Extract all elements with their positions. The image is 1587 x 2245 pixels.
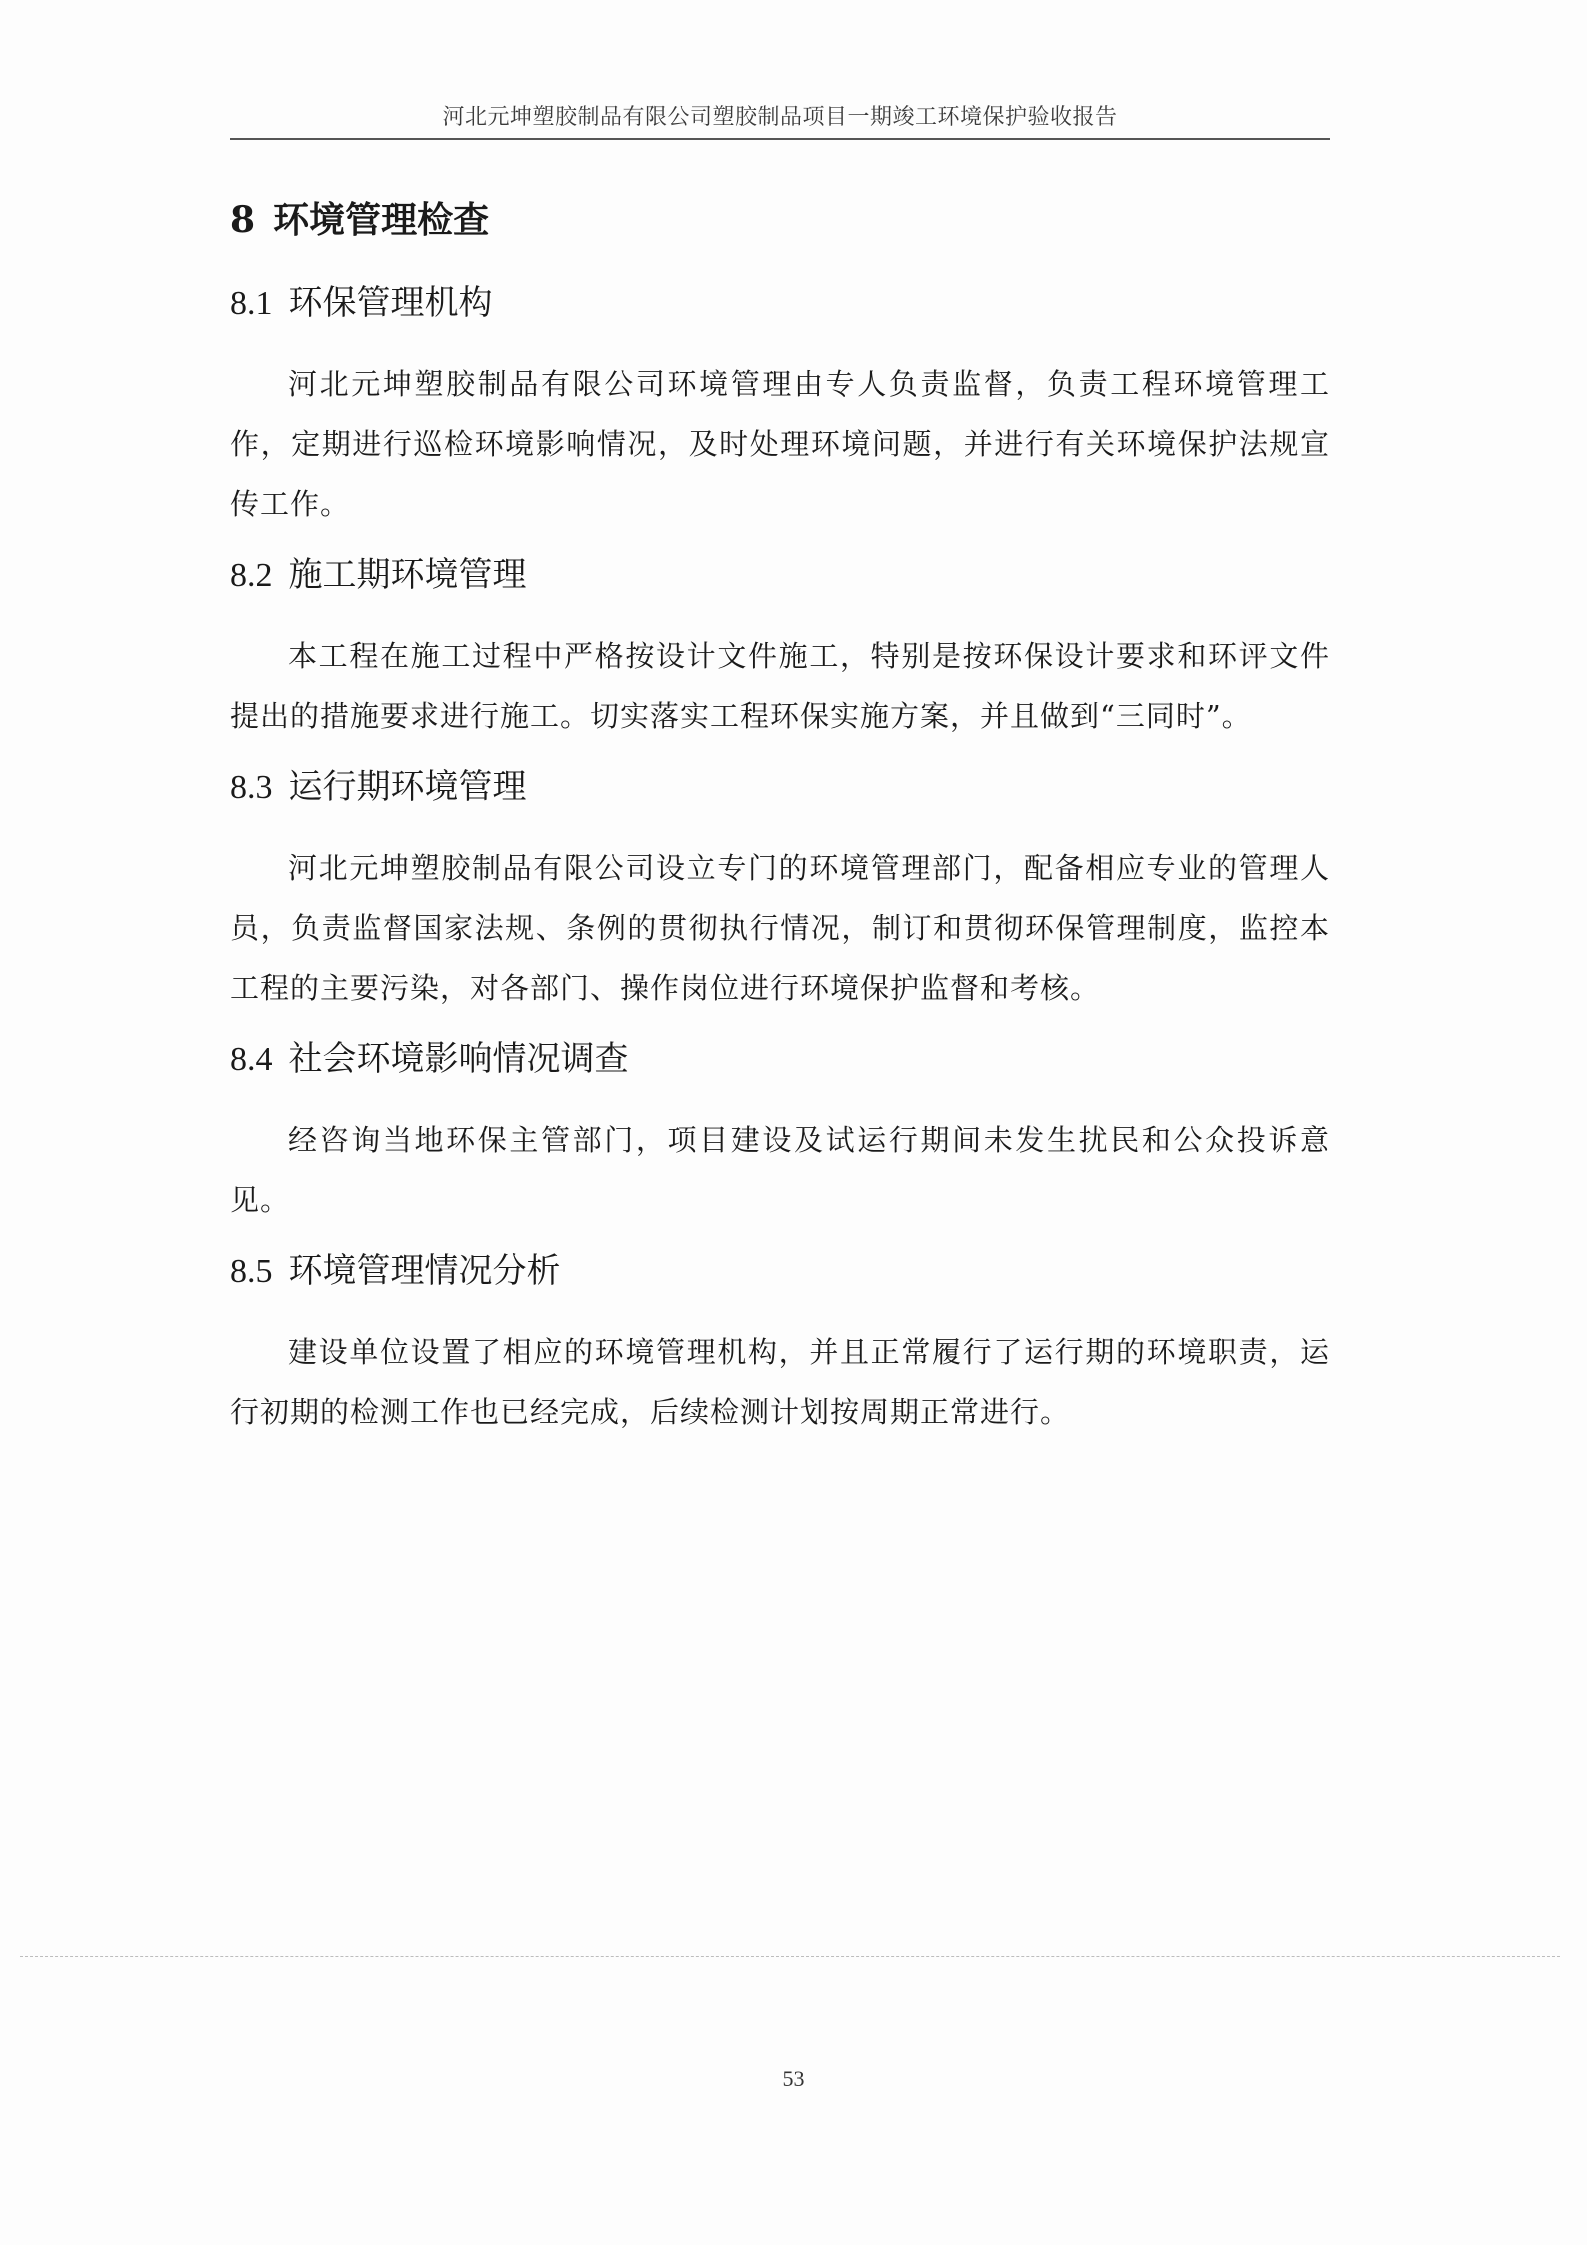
section-title: 施工期环境管理 [288,555,527,595]
running-header: 河北元坤塑胶制品有限公司塑胶制品项目一期竣工环境保护验收报告 [442,105,1118,130]
section-number: 8.4 [230,1041,273,1078]
section-heading-8-3 [230,758,1330,816]
section-paragraph-8-3: 河北元坤塑胶制品有限公司设立专门的环境管理部门，配备相应专业的管理人员，负责监督国家法规、条例的贯彻执行情况，制订和贯彻环保管理制度，监控本工程的主要污染，对各部门、操作岗位进行环境保护监督和考核。 [230,851,1330,1005]
page-content [230,190,1330,1454]
section-heading-8-2 [230,546,1330,604]
section-title: 社会环境影响情况调查 [288,1039,629,1079]
section-paragraph-8-1: 河北元坤塑胶制品有限公司环境管理由专人负责监督，负责工程环境管理工作，定期进行巡检环境影响情况，及时处理环境问题，并进行有关环境保护法规宣传工作。 [230,367,1330,521]
section-number: 8.1 [230,285,273,322]
section-paragraph-8-4: 经咨询当地环保主管部门，项目建设及试运行期间未发生扰民和公众投诉意见。 [230,1123,1330,1217]
section-number: 8.3 [230,769,273,806]
section-title: 环境管理情况分析 [288,1251,561,1291]
section-number: 8.5 [230,1253,273,1290]
chapter-title: 环境管理检查 [273,199,490,241]
section-heading-8-4 [230,1030,1330,1088]
header-divider [230,138,1330,140]
page-number: 53 [782,2066,805,2091]
section-heading-8-1 [230,274,1330,332]
section-title: 运行期环境管理 [288,767,527,807]
section-title: 环保管理机构 [288,283,493,323]
footer-divider [20,1956,1560,1957]
section-paragraph-8-5: 建设单位设置了相应的环境管理机构，并且正常履行了运行期的环境职责，运行初期的检测工作也已经完成，后续检测计划按周期正常进行。 [230,1335,1330,1429]
section-number: 8.2 [230,557,273,594]
section-paragraph-8-2: 本工程在施工过程中严格按设计文件施工，特别是按环保设计要求和环评文件提出的措施要求进行施工。切实落实工程环保实施方案，并且做到“三同时”。 [230,639,1330,733]
chapter-number: 8 [230,199,256,241]
section-heading-8-5 [230,1242,1330,1300]
chapter-heading [230,190,1330,250]
